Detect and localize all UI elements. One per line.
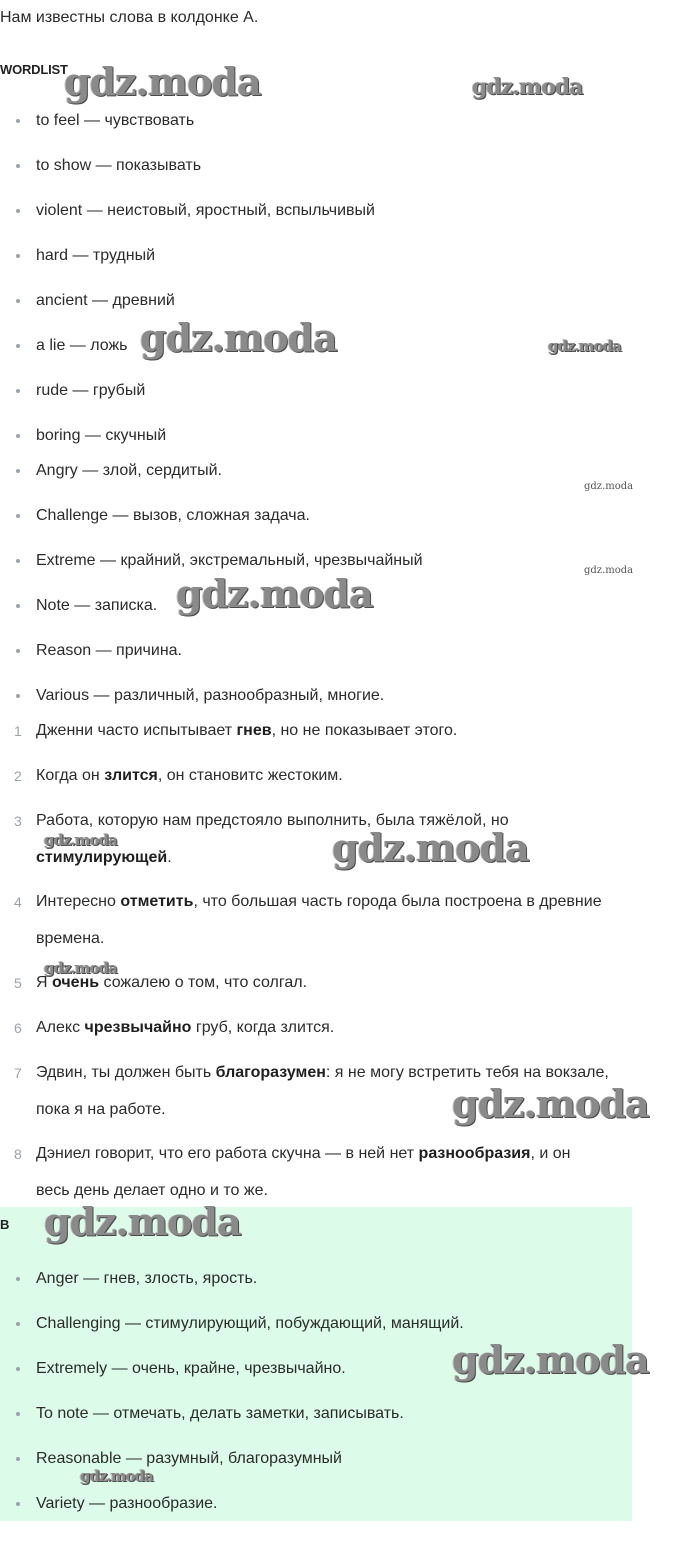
bullet-icon — [16, 694, 20, 698]
list-item: Note — записка. — [0, 596, 660, 616]
watermark: gdz.moda — [44, 959, 117, 977]
sentence-number: 6 — [14, 1020, 22, 1036]
watermark: gdz.moda — [472, 74, 583, 100]
sentence-number: 7 — [14, 1065, 22, 1081]
list-item: Extreme — крайний, экстремальный, чрезвычайный — [0, 551, 660, 571]
list-item: Challenge — вызов, сложная задача. — [0, 506, 660, 526]
bullet-icon — [16, 1457, 20, 1461]
list-item: ancient — древний — [0, 291, 660, 311]
watermark: gdz.moda — [584, 481, 634, 492]
bullet-icon — [16, 1412, 20, 1416]
bullet-icon — [16, 299, 20, 303]
list-item: Extremely — очень, крайне, чрезвычайно. — [0, 1359, 660, 1379]
list-item: hard — трудный — [0, 246, 660, 266]
watermark: gdz.moda — [80, 1467, 153, 1485]
watermark: gdz.moda — [140, 315, 337, 360]
list-item: Angry — злой, сердитый. — [0, 461, 660, 481]
bullet-icon — [16, 559, 20, 563]
list-item: violent — неистовый, яростный, вспыльчивый — [0, 201, 660, 221]
intro-text: Нам известны слова в колдонке A. — [0, 9, 259, 26]
watermark: gdz.moda — [332, 825, 529, 870]
list-item: Variety — разнообразие. — [0, 1494, 660, 1514]
bullet-icon — [16, 389, 20, 393]
bullet-icon — [16, 1277, 20, 1281]
bullet-icon — [16, 469, 20, 473]
sentence-number: 3 — [14, 813, 22, 829]
bullet-icon — [16, 344, 20, 348]
wordlist-heading: WORDLIST — [0, 62, 68, 77]
sentence-number: 5 — [14, 975, 22, 991]
bullet-icon — [16, 1322, 20, 1326]
bullet-icon — [16, 434, 20, 438]
b-heading: B — [0, 1217, 10, 1232]
list-item: Anger — гнев, злость, ярость. — [0, 1269, 660, 1289]
bullet-icon — [16, 1502, 20, 1506]
watermark: gdz.moda — [584, 565, 634, 576]
watermark: gdz.moda — [452, 1081, 649, 1126]
watermark: gdz.moda — [44, 831, 117, 849]
list-item: Reason — причина. — [0, 641, 660, 661]
bullet-icon — [16, 254, 20, 258]
list-item: to show — показывать — [0, 156, 660, 176]
bullet-icon — [16, 649, 20, 653]
watermark: gdz.moda — [64, 59, 261, 104]
bullet-icon — [16, 119, 20, 123]
list-item: to feel — чувствовать — [0, 111, 660, 131]
sentence-number: 4 — [14, 894, 22, 910]
list-item: Various — различный, разнообразный, многие. — [0, 686, 660, 706]
list-item: Challenging — стимулирующий, побуждающий, манящий. — [0, 1314, 660, 1334]
list-item: boring — скучный — [0, 426, 660, 446]
watermark: gdz.moda — [452, 1337, 649, 1382]
sentence-number: 2 — [14, 768, 22, 784]
watermark: gdz.moda — [176, 571, 373, 616]
sentence-number: 1 — [14, 723, 22, 739]
bullet-icon — [16, 514, 20, 518]
page: Нам известны слова в колдонке A. WORDLIST to feel — чувствовать to show — показывать violent — неистовый, яростный, вспыльчивый hard — трудный ancient — древний a lie — ложь rude — грубый boring — скучный Angry — злой, сердитый. Challenge — вызов, сложная задача. Extreme — крайний, экстремальный, чрезвычайный Note — записка. Reason — причина. Various — различный, разнообразный, многие. 1 Дженни часто испытывает гнев, но не показывает этого. 2 Когда он злится, он становитс жестоким. 3 Работа, которую нам предстояло выполнить, была тяжёлой, но стимулирующей. 4 Интересно отметить, что большая часть города была построена в древние времена. 5 Я очень сожалею о том, что солгал. 6 Алекс чрезвычайно груб, когда злится. 7 Эдвин, ты должен быть благоразумен: я не могу встретить тебя на вокзале, пока я на работе. 8 Дэниел говорит, что его работа скучна — в ней нет разнообразия, и он весь день делает одно и то же. B Anger — гнев, злость, ярость. Challenging — стимулирующий, побуждающий, манящий. Extremely — очень, крайне, чрезвычайно. To note — отмечать, делать заметки, записывать. Reasonable — разумный, благоразумный Variety — разнообразие. gdz.moda gdz.moda gdz.moda gdz.moda gdz.moda gdz.moda gdz.moda gdz.moda gdz.moda gdz.moda gdz.moda gdz.moda gdz.moda gdz.moda — [0, 0, 680, 1556]
sentence-number: 8 — [14, 1146, 22, 1162]
list-item: rude — грубый — [0, 381, 660, 401]
watermark: gdz.moda — [44, 1199, 241, 1244]
watermark: gdz.moda — [548, 337, 621, 355]
bullet-icon — [16, 1367, 20, 1371]
list-item: Reasonable — разумный, благоразумный — [0, 1449, 660, 1469]
list-item: To note — отмечать, делать заметки, записывать. — [0, 1404, 660, 1424]
bullet-icon — [16, 164, 20, 168]
bullet-icon — [16, 604, 20, 608]
list-item: a lie — ложь — [0, 336, 660, 356]
bullet-icon — [16, 209, 20, 213]
